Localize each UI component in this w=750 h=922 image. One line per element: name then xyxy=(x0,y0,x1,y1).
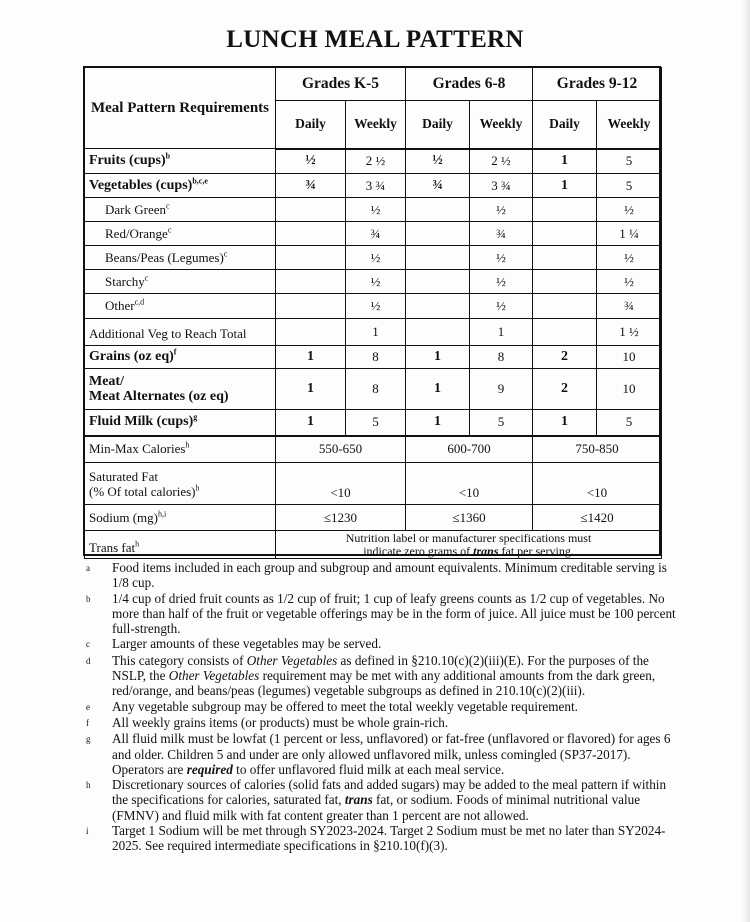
footnote-mark: h xyxy=(86,780,91,791)
table-cell: 1 xyxy=(406,410,470,436)
table-cell: 2 ½ xyxy=(470,149,533,174)
table-cell xyxy=(533,222,597,246)
table-cell: ½ xyxy=(406,149,470,174)
table-cell: 3 ¾ xyxy=(470,174,533,198)
table-cell xyxy=(406,270,470,294)
footnote-mark: a xyxy=(86,563,90,573)
table-row xyxy=(85,463,662,505)
footnote xyxy=(86,653,676,699)
table-cell: 10 xyxy=(597,369,662,410)
table-row xyxy=(85,270,662,294)
footnote-text: Target 1 Sodium will be met through SY2023-2024. Target 2 Sodium must be met no later than SY2024-2025. See required intermediate specifications in §210.10(f)(3). xyxy=(112,823,666,854)
table-cell xyxy=(276,270,346,294)
table-row xyxy=(85,369,662,410)
footnote xyxy=(86,560,676,591)
footnote-text: All fluid milk must be lowfat (1 percent or less, unflavored) or fat-free (unflavored or flavored) for ages 6 and older. Children 5 and under are only allowed unflavored milk, unless comingled (SP37-2017). Operators are required to offer unflavored fluid milk at each meal service. xyxy=(112,731,671,777)
table-cell: 750-850 xyxy=(533,436,662,463)
table-cell xyxy=(533,270,597,294)
table-cell: 1 xyxy=(470,319,533,346)
row-label: Dark Green$^c$ xyxy=(85,198,276,222)
table-cell xyxy=(406,319,470,346)
table-row xyxy=(85,222,662,246)
row-label: Trans fat$^h$ xyxy=(85,531,276,559)
row-label: Meat/ Meat Alternates (oz eq) xyxy=(85,369,276,410)
table-cell xyxy=(533,319,597,346)
footnote-mark: e xyxy=(86,701,90,712)
table-cell: 8 xyxy=(470,346,533,369)
footnote-mark: g xyxy=(86,734,91,745)
footnote xyxy=(86,715,676,731)
table-cell: ¾ xyxy=(346,222,406,246)
table-row xyxy=(85,531,662,559)
footnote xyxy=(86,636,676,652)
grade-9-12-header: Grades 9-12 xyxy=(533,68,662,101)
table-cell: 1 xyxy=(406,369,470,410)
table-cell: ¾ xyxy=(470,222,533,246)
row-label: Starchy$^c$ xyxy=(85,270,276,294)
footnote-text: 1/4 cup of dried fruit counts as 1/2 cup of fruit; 1 cup of leafy greens counts as 1/2 cup of vegetables. No more than half of the fruit or vegetable offerings may be in the form of juice. All juice must be 100 percent full-strength. xyxy=(112,590,676,637)
footnote-mark: c xyxy=(86,639,90,650)
table-cell xyxy=(533,294,597,319)
table-row xyxy=(85,198,662,222)
weekly-header: Weekly xyxy=(597,101,662,149)
grade-6-8-header: Grades 6-8 xyxy=(406,68,533,101)
daily-header: Daily xyxy=(406,101,470,149)
table-cell: ½ xyxy=(470,198,533,222)
table-cell xyxy=(406,246,470,270)
table-cell xyxy=(276,294,346,319)
table-cell: 1 xyxy=(533,410,597,436)
table-cell: ½ xyxy=(470,270,533,294)
table-cell: 2 xyxy=(533,369,597,410)
table-row xyxy=(85,319,662,346)
table-row xyxy=(85,410,662,436)
row-label: Beans/Peas (Legumes)$^c$ xyxy=(85,246,276,270)
table-cell: 2 xyxy=(533,346,597,369)
row-label: Min-Max Calories$^h$ xyxy=(85,436,276,463)
table-cell xyxy=(406,222,470,246)
grade-header-row xyxy=(85,68,662,101)
row-label: Saturated Fat (% Of total calories)$^h$ xyxy=(85,463,276,505)
table-cell: ≤1360 xyxy=(406,505,533,531)
table-cell: 550-650 xyxy=(276,436,406,463)
table-cell: 600-700 xyxy=(406,436,533,463)
footnote-text: Larger amounts of these vegetables may be served. xyxy=(112,636,382,652)
table-cell: ≤1420 xyxy=(533,505,662,531)
table-row xyxy=(85,174,662,198)
table-cell: ½ xyxy=(597,198,662,222)
table-cell: <10 xyxy=(276,463,406,505)
footnote-text: Food items included in each group and subgroup and amount equivalents. Minimum creditable serving is 1/8 cup. xyxy=(112,560,667,591)
table-cell: ½ xyxy=(470,246,533,270)
row-label: Vegetables (cups)$^{b,c,e}$ xyxy=(85,174,276,198)
daily-header: Daily xyxy=(276,101,346,149)
table-cell xyxy=(533,246,597,270)
row-label: Grains (oz eq)$^f$ xyxy=(85,346,276,369)
table-cell: ½ xyxy=(346,198,406,222)
meal-pattern-table xyxy=(84,67,662,559)
table-cell xyxy=(406,294,470,319)
table-cell: 3 ¾ xyxy=(346,174,406,198)
footnote-mark: b xyxy=(86,593,91,604)
table-cell: 5 xyxy=(346,410,406,436)
table-cell: 2 ½ xyxy=(346,149,406,174)
table-row xyxy=(85,149,662,174)
table-cell: 1 xyxy=(533,149,597,174)
grade-k5-header: Grades K-5 xyxy=(276,68,406,101)
footnote-mark: d xyxy=(86,655,91,666)
requirements-header: Meal Pattern Requirements xyxy=(85,68,276,149)
row-label: Additional Veg to Reach Total xyxy=(85,319,276,346)
table-cell xyxy=(276,222,346,246)
table-cell: ½ xyxy=(346,246,406,270)
table-cell: 5 xyxy=(597,410,662,436)
table-cell: 1 xyxy=(533,174,597,198)
table-cell: ½ xyxy=(346,294,406,319)
table-cell xyxy=(406,198,470,222)
table-cell: ½ xyxy=(597,246,662,270)
table-cell: ¾ xyxy=(597,294,662,319)
table-cell xyxy=(276,246,346,270)
table-row xyxy=(85,346,662,369)
page-title: LUNCH MEAL PATTERN xyxy=(226,26,524,53)
table-cell xyxy=(276,319,346,346)
table-cell: 9 xyxy=(470,369,533,410)
table-cell: ½ xyxy=(470,294,533,319)
table-cell: 8 xyxy=(346,369,406,410)
footnote xyxy=(86,699,676,715)
table-row xyxy=(85,294,662,319)
daily-header: Daily xyxy=(533,101,597,149)
table-cell: 1 xyxy=(276,369,346,410)
footnotes xyxy=(86,560,676,854)
table-cell: 1 ½ xyxy=(597,319,662,346)
footnote-mark: i xyxy=(86,826,89,837)
table-cell: 5 xyxy=(597,174,662,198)
table-cell: ≤1230 xyxy=(276,505,406,531)
row-label: Red/Orange$^c$ xyxy=(85,222,276,246)
table-cell: 1 xyxy=(276,346,346,369)
page-edge-shadow xyxy=(742,0,750,922)
table-row xyxy=(85,505,662,531)
weekly-header: Weekly xyxy=(346,101,406,149)
table-cell: <10 xyxy=(533,463,662,505)
table-cell: ¾ xyxy=(406,174,470,198)
footnote-text: All weekly grains items (or products) must be whole grain-rich. xyxy=(112,714,449,730)
footnote-text: Any vegetable subgroup may be offered to meet the total weekly vegetable requirement. xyxy=(112,698,578,714)
row-label: Fruits (cups)$^b$ xyxy=(85,149,276,174)
table-cell: 1 ¼ xyxy=(597,222,662,246)
table-cell: ¾ xyxy=(276,174,346,198)
table-cell: 1 xyxy=(346,319,406,346)
table-row xyxy=(85,436,662,463)
table-cell: 1 xyxy=(406,346,470,369)
table-cell xyxy=(276,198,346,222)
table-cell: 1 xyxy=(276,410,346,436)
table-cell: 5 xyxy=(597,149,662,174)
footnote xyxy=(86,777,676,823)
table-cell: ½ xyxy=(346,270,406,294)
trans-fat-note: Nutrition label or manufacturer specifications must indicate zero grams of trans fat per serving. xyxy=(276,531,662,559)
table-cell: 5 xyxy=(470,410,533,436)
row-label: Sodium (mg)$^{h,i}$ xyxy=(85,505,276,531)
table-cell xyxy=(533,198,597,222)
footnote xyxy=(86,591,676,637)
weekly-header: Weekly xyxy=(470,101,533,149)
footnote-text: Discretionary sources of calories (solid fats and added sugars) may be added to the meal pattern if within the specifications for calories, saturated fat, trans fat, or sodium. Foods of minimal nutritional value (FMNV) and fluid milk with fat content greater than 1 percent are not allowed. xyxy=(112,777,667,823)
row-label: Other$^{c,d}$ xyxy=(85,294,276,319)
table-row xyxy=(85,246,662,270)
table-cell: <10 xyxy=(406,463,533,505)
footnote xyxy=(86,731,676,777)
table-cell: 10 xyxy=(597,346,662,369)
table-cell: ½ xyxy=(276,149,346,174)
footnote-mark: f xyxy=(86,717,89,728)
footnote xyxy=(86,823,676,854)
row-label: Fluid Milk (cups)$^g$ xyxy=(85,410,276,436)
table-cell: ½ xyxy=(597,270,662,294)
footnote-text: This category consists of Other Vegetables as defined in §210.10(c)(2)(iii)(E). For the purposes of the NSLP, the Other Vegetables requirement may be met with any additional amounts from the dark green, red/orange, and beans/peas (legumes) vegetable subgroups as defined in 210.10(c)(2)(iii). xyxy=(112,652,656,699)
table-cell: 8 xyxy=(346,346,406,369)
